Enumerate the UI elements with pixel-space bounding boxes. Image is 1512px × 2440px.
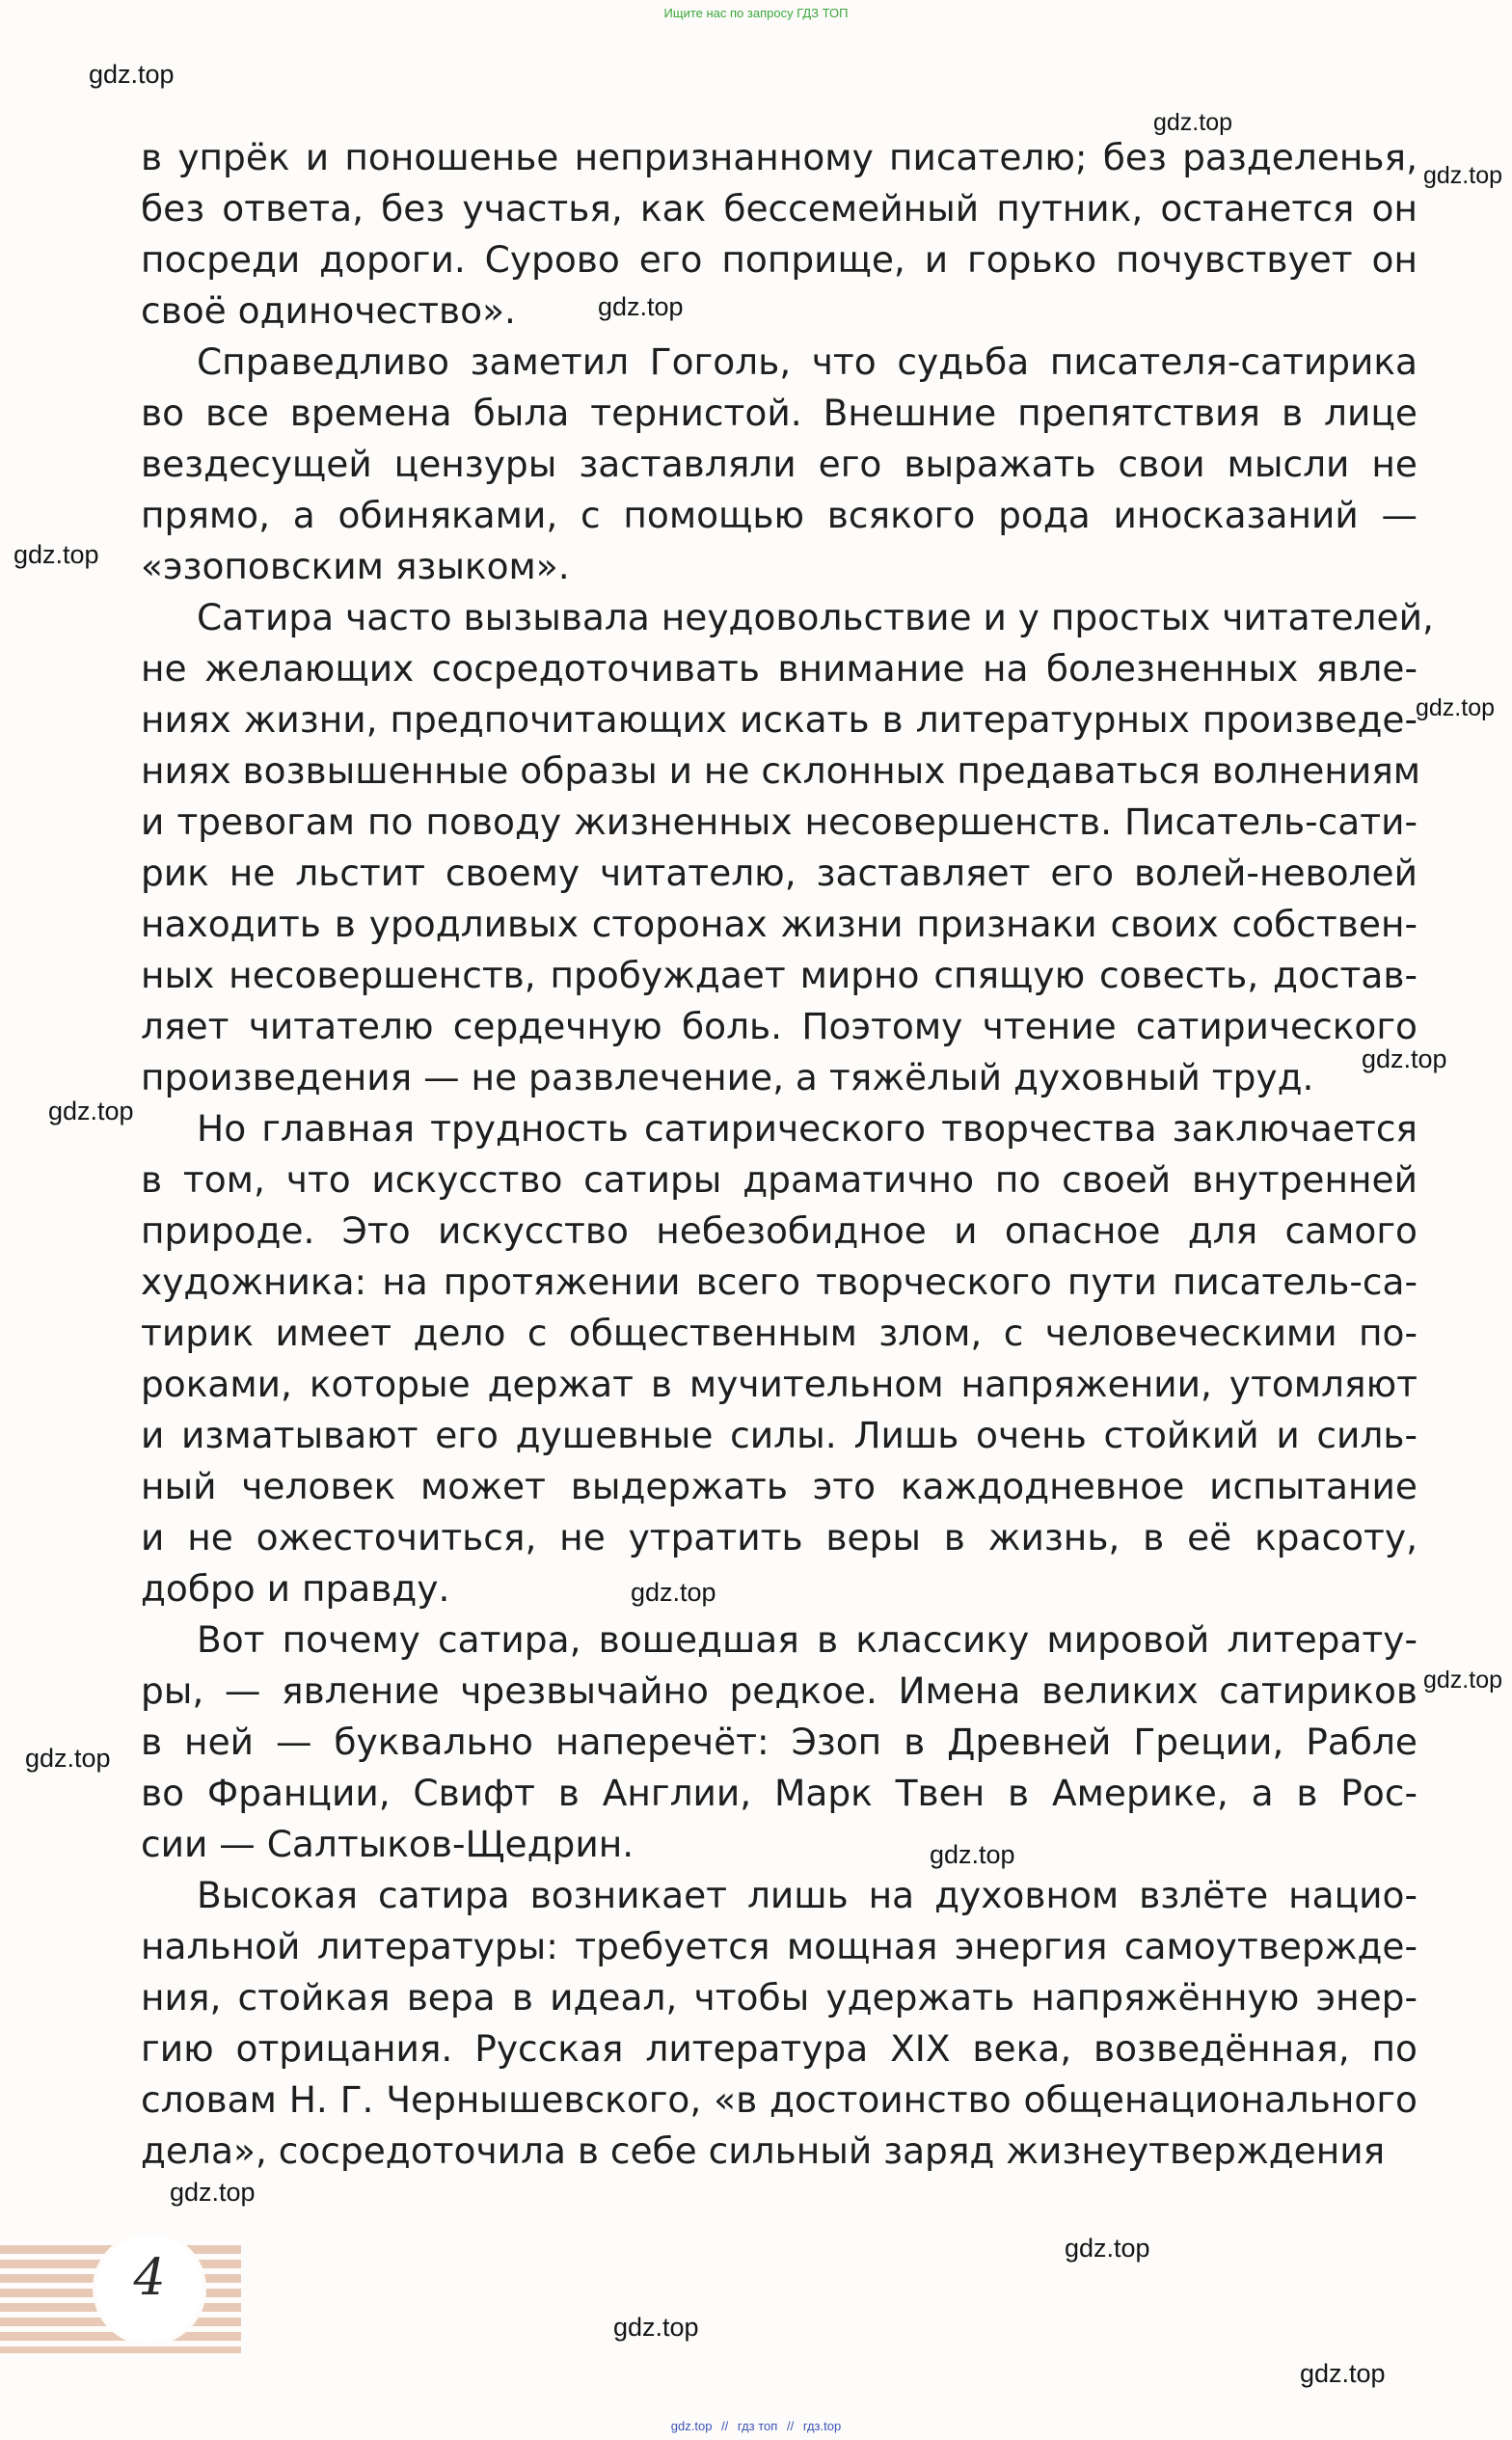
watermark: gdz.top xyxy=(14,540,99,569)
text-line: Но главная трудность сатирического творчества заключается xyxy=(197,1107,1418,1150)
text-line: Вот почему сатира, вошедшая в классику мировой литерату- xyxy=(197,1618,1418,1661)
text-line: словам Н. Г. Чернышевского, «в достоинство общенационального xyxy=(141,2078,1418,2121)
text-line: и изматывают его душевные силы. Лишь очень стойкий и силь- xyxy=(141,1414,1418,1456)
text-line: своё одиночество». xyxy=(141,289,516,332)
text-line: находить в уродливых сторонах жизни признаки своих собствен- xyxy=(141,903,1418,945)
text-line: прямо, а обиняками, с помощью всякого рода иносказаний — xyxy=(141,494,1418,536)
text-line: ляет читателю сердечную боль. Поэтому чтение сатирического xyxy=(141,1005,1418,1047)
watermark: gdz.top xyxy=(89,60,175,89)
text-line: в упрёк и поношенье непризнанному писателю; без разделенья, xyxy=(141,136,1418,178)
text-line: ный человек может выдержать это каждодневное испытание xyxy=(141,1465,1418,1507)
text-line: добро и правду. xyxy=(141,1567,450,1610)
watermark: gdz.top xyxy=(631,1578,716,1607)
footer-link[interactable]: gdz.top xyxy=(670,2419,713,2433)
text-line: Справедливо заметил Гоголь, что судьба писателя-сатирика xyxy=(197,340,1418,383)
text-line: Сатира часто вызывала неудовольствие и у простых читателей, xyxy=(197,596,1434,638)
watermark: gdz.top xyxy=(170,2178,256,2207)
text-line: в ней — буквально наперечёт: Эзоп в Древней Греции, Рабле xyxy=(141,1721,1418,1763)
footer-link[interactable]: гдз топ xyxy=(737,2419,778,2433)
text-line: во все времена была тернистой. Внешние препятствия в лице xyxy=(141,392,1418,434)
text-line: нальной литературы: требуется мощная энергия самоутвержде- xyxy=(141,1925,1418,1967)
text-line: «эзоповским языком». xyxy=(141,545,570,587)
watermark: gdz.top xyxy=(48,1097,134,1125)
text-line: ры, — явление чрезвычайно редкое. Имена великих сатириков xyxy=(141,1669,1418,1712)
text-line: гию отрицания. Русская литература XIX века, возведённая, по xyxy=(141,2027,1418,2070)
text-line: художника: на протяжении всего творческого пути писатель-са- xyxy=(141,1261,1418,1303)
watermark: gdz.top xyxy=(1065,2234,1150,2263)
text-line: без ответа, без участья, как бессемейный путник, останется он xyxy=(141,187,1418,230)
text-line: природе. Это искусство небезобидное и опасное для самого xyxy=(141,1209,1418,1252)
text-line: в том, что искусство сатиры драматично по своей внутренней xyxy=(141,1158,1418,1201)
text-line: и тревогам по поводу жизненных несовершенств. Писатель-сати- xyxy=(141,800,1418,843)
page-number: 4 xyxy=(133,2249,166,2307)
watermark: gdz.top xyxy=(930,1840,1015,1869)
text-line: посреди дороги. Сурово его поприще, и горько почувствует он xyxy=(141,238,1418,281)
watermark: gdz.top xyxy=(1362,1044,1447,1073)
watermark: gdz.top xyxy=(1423,1667,1503,1694)
text-line: Высокая сатира возникает лишь на духовном взлёте нацио- xyxy=(197,1874,1418,1916)
text-line: роками, которые держат в мучительном напряжении, утомляют xyxy=(141,1363,1418,1405)
watermark: gdz.top xyxy=(25,1744,111,1773)
text-line: произведения — не развлечение, а тяжёлый духовный труд. xyxy=(141,1056,1314,1098)
text-line: дела», сосредоточила в себе сильный заряд жизнеутверждения xyxy=(141,2129,1386,2172)
text-line: ниях жизни, предпочитающих искать в литературных произведе- xyxy=(141,698,1418,741)
text-line: ниях возвышенные образы и не склонных предаваться волнениям xyxy=(141,749,1421,792)
text-line: ных несовершенств, пробуждает мирно спящую совесть, достав- xyxy=(141,954,1418,996)
text-line: и не ожесточиться, не утратить веры в жизнь, в её красоту, xyxy=(141,1516,1418,1559)
footer-separator: // xyxy=(786,2419,795,2433)
top-banner[interactable]: Ищите нас по запросу ГДЗ ТОП xyxy=(663,6,849,20)
text-body xyxy=(141,132,1434,2177)
footer-link[interactable]: гдз.top xyxy=(802,2419,842,2433)
watermark: gdz.top xyxy=(613,2313,699,2342)
watermark: gdz.top xyxy=(1416,694,1496,721)
watermark: gdz.top xyxy=(598,292,684,321)
text-line: не желающих сосредоточивать внимание на болезненных явле- xyxy=(141,647,1418,690)
text-line: рик не льстит своему читателю, заставляет его волей-неволей xyxy=(141,852,1418,894)
text-line: во Франции, Свифт в Англии, Марк Твен в Америке, а в Рос- xyxy=(141,1772,1418,1814)
watermark: gdz.top xyxy=(1153,109,1233,136)
text-line: сии — Салтыков-Щедрин. xyxy=(141,1823,634,1865)
text-line: тирик имеет дело с общественным злом, с человеческими по- xyxy=(141,1312,1418,1354)
text-line: ния, стойкая вера в идеал, чтобы удержать напряжённую энер- xyxy=(141,1976,1418,2019)
footer-separator: // xyxy=(721,2419,729,2433)
watermark: gdz.top xyxy=(1300,2359,1386,2388)
watermark: gdz.top xyxy=(1423,162,1503,189)
bottom-links xyxy=(0,2419,1512,2433)
text-line: вездесущей цензуры заставляли его выражать свои мысли не xyxy=(141,443,1418,485)
